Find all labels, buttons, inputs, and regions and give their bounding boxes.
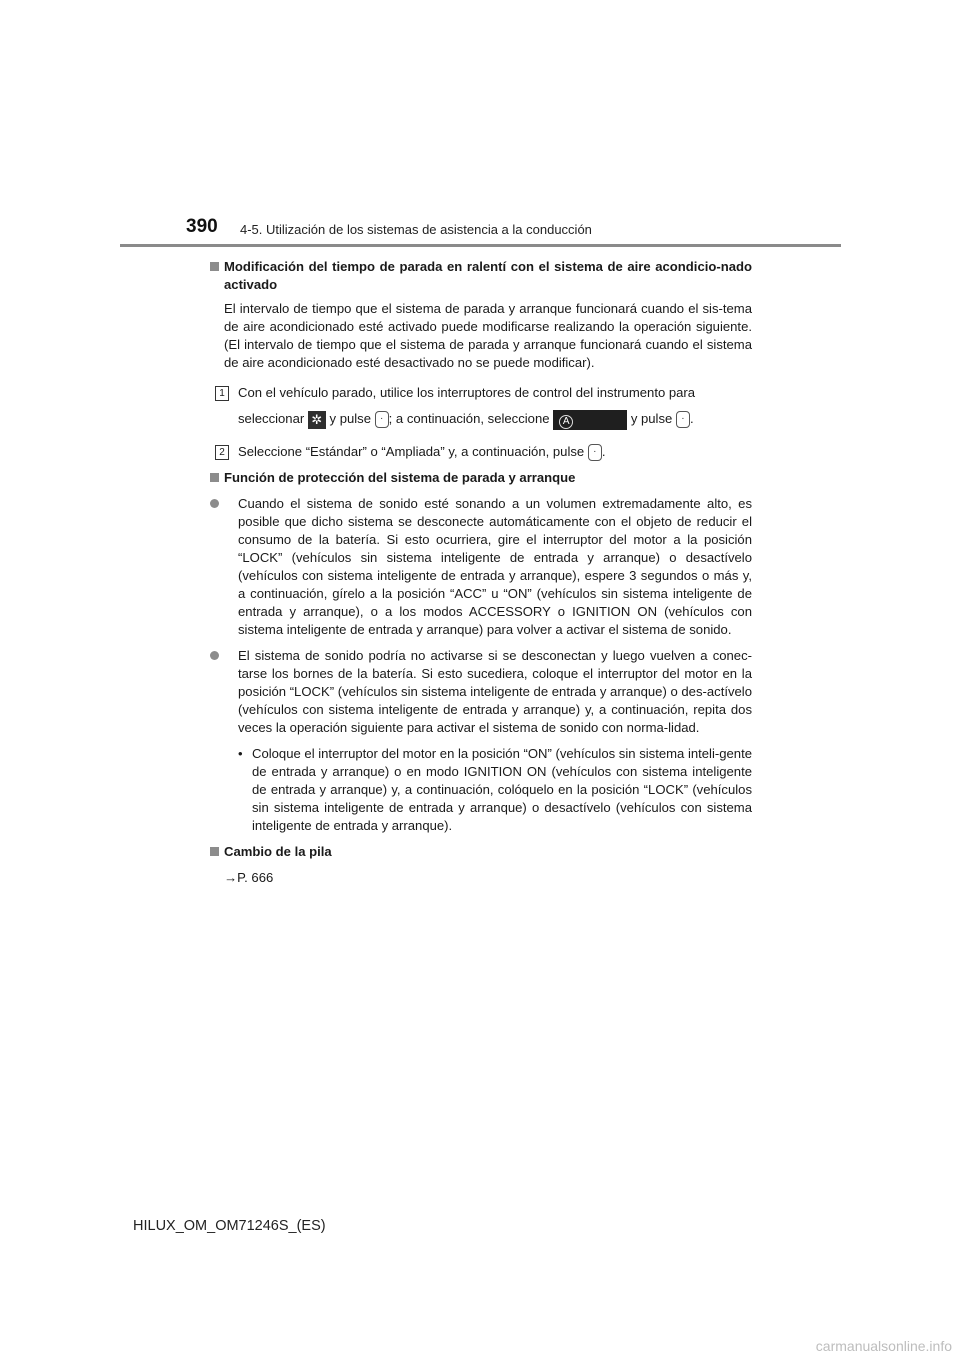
sub-bullet-item: • Coloque el interruptor del motor en la posición “ON” (vehículos sin sistema inteli-gente de entrada y arranque) o en modo IGNITION ON (vehículos con sistema inteligente de entrada y arranque) y, a continuación, colóquelo en la posición “LOCK” (vehículos sin sistema inteligente de entrada y arranque) o desactívelo (vehículos con sistema inteligente de entrada y arranque).: [238, 746, 752, 834]
sub-bullet-mark: •: [238, 746, 243, 762]
circle-bullet-icon: [210, 651, 219, 660]
page-number: 390: [186, 216, 218, 237]
section-heading-protection: Función de protección del sistema de parada y arranque: [210, 469, 752, 487]
a-circle-icon: A: [559, 415, 573, 429]
ok-button-icon: ·: [375, 411, 389, 428]
page-content: [210, 252, 752, 887]
square-bullet-icon: [210, 262, 219, 271]
step-number-2: 2: [215, 445, 229, 460]
step-2: 2 Seleccione “Estándar” o “Ampliada” y, a continuación, pulse · .: [210, 443, 752, 461]
header-divider: [120, 244, 841, 247]
watermark: carmanualsonline.info: [815, 1338, 952, 1354]
page-reference-link[interactable]: →P. 666: [224, 870, 274, 886]
square-bullet-icon: [210, 847, 219, 856]
settings-gear-icon: ✲: [308, 411, 326, 429]
square-bullet-icon: [210, 473, 219, 482]
bullet-item: Cuando el sistema de sonido esté sonando a un volumen extremadamente alto, es posible que dicho sistema se desconecte automáticamente con el objeto de reducir el consumo de la batería. Si esto ocurriera, gire el interruptor del motor a la posición “LOCK” (vehículos sin sistema inteligente de entrada y arranque) o desactívelo (vehículos con sistema inteligente de entrada y arranque), espere 3 segundos o más y, a continuación, gírelo a la posición “ACC” u “ON” (vehículos sin sistema inteligente de entrada y arranque), o a los modos ACCESSORY o IGNITION ON (vehículos con sistema inteligente de entrada y arranque) para volver a activar el sistema de sonido.: [210, 495, 752, 639]
ok-button-icon: ·: [676, 411, 690, 428]
section-title: 4-5. Utilización de los sistemas de asistencia a la conducción: [240, 222, 592, 237]
document-code: HILUX_OM_OM71246S_(ES): [133, 1218, 326, 1234]
section-heading-idle-time: Modificación del tiempo de parada en ralentí con el sistema de aire acondicio-nado activado: [210, 258, 752, 294]
step-1-line-2: seleccionar ✲ y pulse · ; a continuación, seleccione A y pulse · .: [238, 407, 752, 431]
circle-bullet-icon: [210, 499, 219, 508]
ok-button-icon: ·: [588, 444, 602, 461]
step-number-1: 1: [215, 386, 229, 401]
stop-start-ac-menu-icon: [553, 410, 627, 430]
section-heading-battery: Cambio de la pila: [210, 843, 752, 861]
bullet-item: El sistema de sonido podría no activarse si se desconectan y luego vuelven a conec-tarse los bornes de la batería. Si esto sucediera, coloque el interruptor del motor en la posición “LOCK” (vehículos sin sistema inteligente de entrada y arranque) o des-actívelo (vehículos con sistema inteligente de entrada y arranque) y, a continuación, repita dos veces la operación siguiente para activar el sistema de sonido con norma-lidad.: [210, 647, 752, 737]
step-1: 1 Con el vehículo parado, utilice los interruptores de control del instrumento para seleccionar ✲ y pulse · ; a continuación, seleccione A y pulse · .: [210, 384, 752, 431]
idle-time-intro: El intervalo de tiempo que el sistema de parada y arranque funcionará cuando el sis-tema de aire acondicionado esté activado puede modificarse realizando la operación siguiente. (El intervalo de tiempo que el sistema de parada y arranque funcionará cuando el sistema de aire acondicionado esté desactivado no se puede modificar).: [224, 301, 752, 370]
